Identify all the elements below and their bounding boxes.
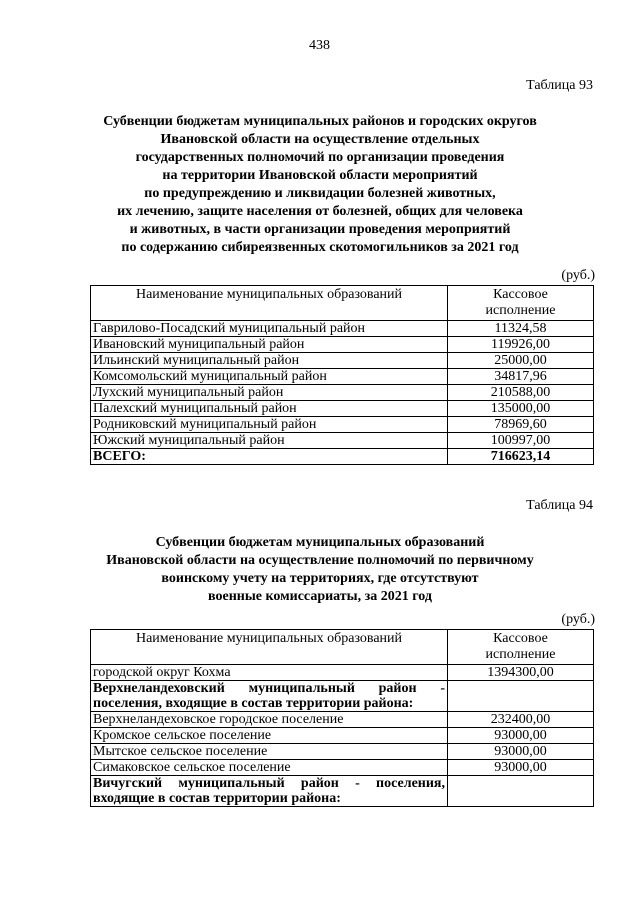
row-value: 210588,00: [448, 385, 594, 401]
title-line: по содержанию сибиреязвенных скотомогильников за 2021 год: [121, 240, 519, 255]
row-name: Палехский муниципальный район: [91, 401, 448, 417]
row-name: Ильинский муниципальный район: [91, 353, 448, 369]
header-name-cell: Наименование муниципальных образований: [91, 630, 448, 665]
table-row: [91, 401, 594, 417]
title-line: по предупреждению и ликвидации болезней животных,: [144, 186, 496, 201]
row-name: Комсомольский муниципальный район: [91, 369, 448, 385]
table-group-row: [91, 681, 594, 712]
table-total-row: [91, 449, 594, 465]
table-94: [90, 629, 594, 807]
table-row: [91, 385, 594, 401]
row-value: 232400,00: [448, 712, 594, 728]
row-value: 100997,00: [448, 433, 594, 449]
table-row: [91, 369, 594, 385]
table-row: [91, 337, 594, 353]
title-line: Ивановской области на осуществление отдельных: [160, 132, 480, 147]
table-header-row: [91, 286, 594, 321]
row-value: 135000,00: [448, 401, 594, 417]
total-value: 716623,14: [448, 449, 594, 465]
page-number: 438: [309, 38, 330, 53]
row-value: 11324,58: [448, 321, 594, 337]
table-93-title: [60, 113, 580, 257]
row-name: Лухский муниципальный район: [91, 385, 448, 401]
header-value-cell: [448, 630, 594, 665]
row-name: Симаковское сельское поселение: [91, 760, 448, 776]
header-name-cell: Наименование муниципальных образований: [91, 286, 448, 321]
row-value: 93000,00: [448, 744, 594, 760]
table-row: [91, 712, 594, 728]
header-value-cell: [448, 286, 594, 321]
row-value: 93000,00: [448, 760, 594, 776]
row-value: 119926,00: [448, 337, 594, 353]
row-name: Ивановский муниципальный район: [91, 337, 448, 353]
table-94-title: [60, 534, 580, 606]
title-line: на территории Ивановской области мероприятий: [162, 168, 478, 183]
table-93: [90, 285, 594, 465]
header-value-line: исполнение: [485, 303, 556, 318]
title-line: их лечению, защите населения от болезней, общих для человека: [117, 204, 523, 219]
header-value-line: Кассовое: [493, 287, 548, 302]
title-line: воинскому учету на территориях, где отсутствуют: [161, 571, 479, 586]
row-value: 93000,00: [448, 728, 594, 744]
table-93-unit: (руб.): [561, 268, 595, 283]
table-row: [91, 665, 594, 681]
row-value: 25000,00: [448, 353, 594, 369]
title-line: военные комиссариаты, за 2021 год: [208, 589, 432, 604]
row-value: 78969,60: [448, 417, 594, 433]
row-name: Верхнеландеховское городское поселение: [91, 712, 448, 728]
table-row: [91, 321, 594, 337]
row-value: 1394300,00: [448, 665, 594, 681]
row-name: Южский муниципальный район: [91, 433, 448, 449]
row-name: Кромское сельское поселение: [91, 728, 448, 744]
row-value: [448, 776, 594, 807]
table-row: [91, 433, 594, 449]
table-row: [91, 760, 594, 776]
title-line: Субвенции бюджетам муниципальных образований: [155, 535, 485, 550]
total-label: ВСЕГО:: [91, 449, 448, 465]
row-name: городской округ Кохма: [91, 665, 448, 681]
group-name: Верхнеландеховский муниципальный район - поселения, входящие в состав территории района:: [91, 681, 448, 712]
table-row: [91, 744, 594, 760]
header-value-line: Кассовое: [493, 631, 548, 646]
header-value-line: исполнение: [485, 647, 556, 662]
table-group-row: [91, 776, 594, 807]
row-name: Гаврилово-Посадский муниципальный район: [91, 321, 448, 337]
row-value: 34817,96: [448, 369, 594, 385]
group-name: Вичугский муниципальный район - поселения, входящие в состав территории района:: [91, 776, 448, 807]
title-line: государственных полномочий по организации проведения: [135, 150, 505, 165]
title-line: и животных, в части организации проведения мероприятий: [129, 222, 511, 237]
title-line: Субвенции бюджетам муниципальных районов и городских округов: [103, 114, 537, 129]
table-94-label: Таблица 94: [526, 498, 593, 513]
title-line: Ивановской области на осуществление полномочий по первичному: [106, 553, 534, 568]
table-row: [91, 417, 594, 433]
table-header-row: [91, 630, 594, 665]
row-name: Родниковский муниципальный район: [91, 417, 448, 433]
table-row: [91, 728, 594, 744]
row-name: Мытское сельское поселение: [91, 744, 448, 760]
row-value: [448, 681, 594, 712]
table-row: [91, 353, 594, 369]
table-93-label: Таблица 93: [526, 78, 593, 93]
table-94-unit: (руб.): [561, 612, 595, 627]
